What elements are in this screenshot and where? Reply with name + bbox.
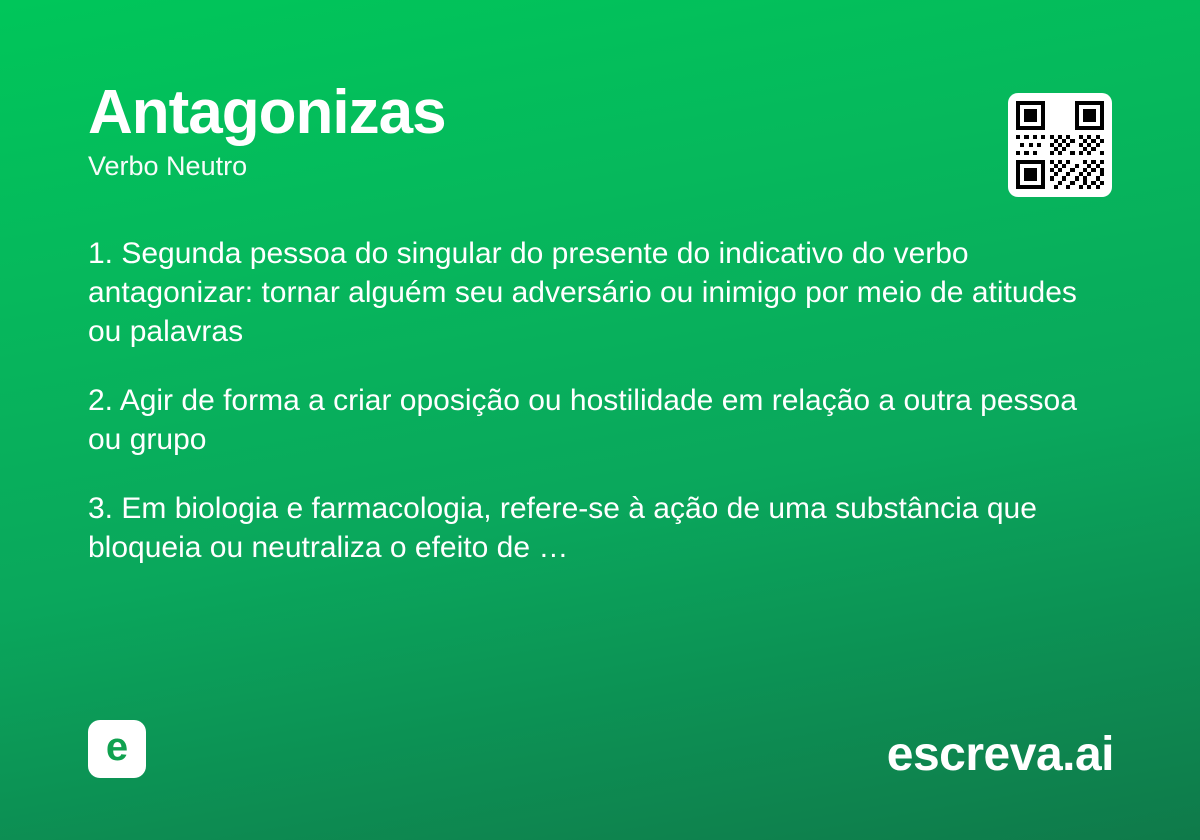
list-item: 1. Segunda pessoa do singular do presente do indicativo do verbo antagonizar: tornar alguém seu adversário ou inimigo por meio de atitudes ou palavras bbox=[88, 237, 1077, 349]
card-content bbox=[88, 80, 1112, 567]
list-item: 3. Em biologia e farmacologia, refere-se à ação de uma substância que bloqueia ou neutraliza o efeito de … bbox=[88, 492, 1037, 565]
definition-list bbox=[88, 234, 1112, 567]
escreva-logo-icon bbox=[88, 720, 146, 778]
page-title: Antagonizas bbox=[88, 78, 446, 147]
brand-wordmark: escreva.ai bbox=[886, 728, 1114, 781]
logo-letter: e bbox=[105, 725, 129, 769]
part-of-speech: Verbo Neutro bbox=[88, 151, 248, 182]
list-item: 2. Agir de forma a criar oposição ou hostilidade em relação a outra pessoa ou grupo bbox=[88, 384, 1077, 457]
